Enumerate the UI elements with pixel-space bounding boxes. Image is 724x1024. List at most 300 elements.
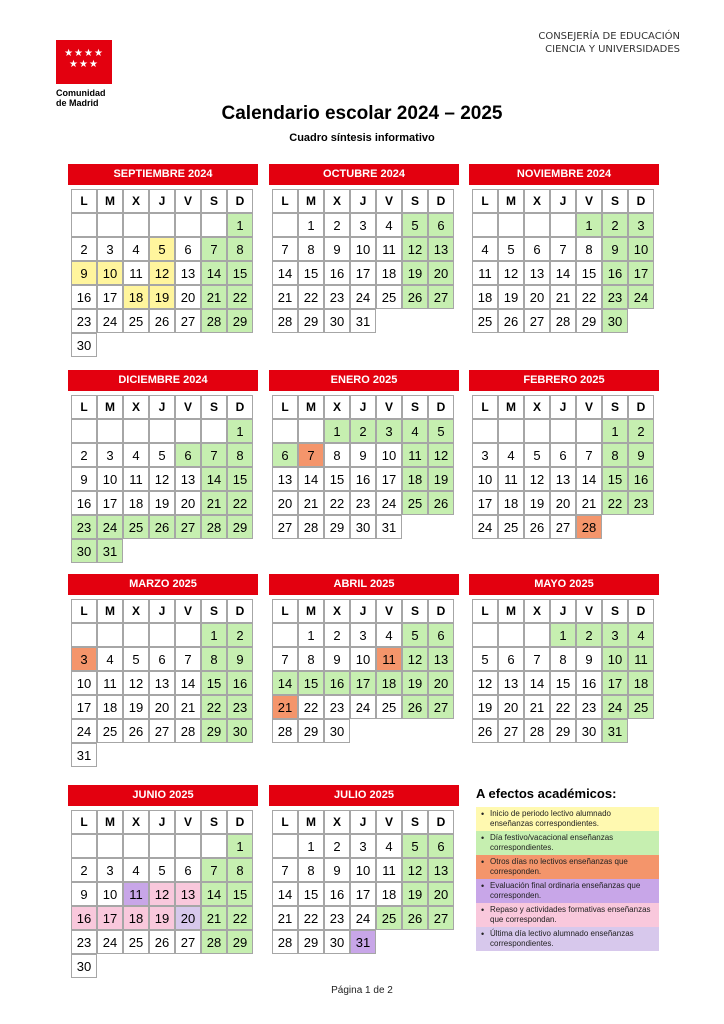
month-title: NOVIEMBRE 2024 [469, 164, 659, 185]
day-cell: 4 [123, 237, 149, 261]
weekday-header: D [227, 599, 253, 623]
day-cell: 18 [97, 695, 123, 719]
day-cell: 25 [376, 285, 402, 309]
day-cell: 12 [149, 261, 175, 285]
day-cell: 30 [227, 719, 253, 743]
day-cell: 21 [175, 695, 201, 719]
empty-day-cell [97, 623, 123, 647]
weekday-header: J [550, 189, 576, 213]
weekday-header: V [576, 395, 602, 419]
day-cell: 24 [376, 491, 402, 515]
day-cell: 6 [550, 443, 576, 467]
weekday-header: X [324, 189, 350, 213]
day-cell: 19 [149, 491, 175, 515]
day-cell: 26 [149, 930, 175, 954]
month-calendar [269, 164, 459, 333]
day-cell: 4 [123, 858, 149, 882]
day-cell: 5 [149, 237, 175, 261]
day-cell: 13 [175, 882, 201, 906]
day-cell: 24 [97, 309, 123, 333]
day-cell: 28 [201, 930, 227, 954]
page-title: Calendario escolar 2024 – 2025 [221, 103, 503, 124]
month-day-grid [272, 810, 454, 954]
day-cell: 23 [628, 491, 654, 515]
day-cell: 10 [472, 467, 498, 491]
day-cell: 28 [201, 515, 227, 539]
weekday-header: J [350, 810, 376, 834]
empty-day-cell [149, 419, 175, 443]
day-cell: 3 [350, 213, 376, 237]
day-cell: 19 [402, 882, 428, 906]
month-day-grid [71, 189, 253, 357]
day-cell: 9 [71, 467, 97, 491]
month-calendar [269, 785, 459, 954]
day-cell: 1 [298, 623, 324, 647]
empty-day-cell [201, 419, 227, 443]
weekday-header: V [576, 189, 602, 213]
weekday-header: S [201, 810, 227, 834]
weekday-header: L [472, 189, 498, 213]
month-title: JUNIO 2025 [68, 785, 258, 806]
month-title: ABRIL 2025 [269, 574, 459, 595]
day-cell: 11 [376, 647, 402, 671]
day-cell: 16 [71, 285, 97, 309]
day-cell: 16 [324, 882, 350, 906]
weekday-header: S [201, 599, 227, 623]
day-cell: 10 [97, 882, 123, 906]
weekday-header: X [524, 599, 550, 623]
day-cell: 24 [71, 719, 97, 743]
day-cell: 20 [175, 906, 201, 930]
weekday-header: L [272, 395, 298, 419]
page-subtitle: Cuadro síntesis informativo [289, 132, 435, 144]
day-cell: 3 [97, 237, 123, 261]
empty-day-cell [149, 623, 175, 647]
day-cell: 9 [71, 882, 97, 906]
day-cell: 13 [498, 671, 524, 695]
day-cell: 25 [123, 515, 149, 539]
day-cell: 13 [175, 467, 201, 491]
weekday-header: V [376, 189, 402, 213]
day-cell: 10 [97, 261, 123, 285]
day-cell: 23 [227, 695, 253, 719]
day-cell: 13 [272, 467, 298, 491]
day-cell: 3 [628, 213, 654, 237]
day-cell: 15 [602, 467, 628, 491]
day-cell: 13 [428, 647, 454, 671]
day-cell: 2 [628, 419, 654, 443]
day-cell: 25 [123, 309, 149, 333]
day-cell: 17 [350, 671, 376, 695]
day-cell: 12 [402, 237, 428, 261]
day-cell: 5 [149, 858, 175, 882]
day-cell: 19 [498, 285, 524, 309]
day-cell: 16 [324, 261, 350, 285]
empty-day-cell [123, 834, 149, 858]
day-cell: 12 [149, 467, 175, 491]
month-title: OCTUBRE 2024 [269, 164, 459, 185]
day-cell: 13 [149, 671, 175, 695]
weekday-header: V [376, 395, 402, 419]
day-cell: 12 [123, 671, 149, 695]
day-cell: 15 [298, 671, 324, 695]
month-day-grid [71, 599, 253, 767]
empty-day-cell [97, 419, 123, 443]
day-cell: 23 [71, 515, 97, 539]
day-cell: 10 [350, 647, 376, 671]
legend-item: • Día festivo/vacacional enseñanzas correspondientes. [476, 831, 659, 855]
day-cell: 8 [227, 237, 253, 261]
empty-day-cell [201, 834, 227, 858]
empty-day-cell [71, 834, 97, 858]
department-line-2: CIENCIA Y UNIVERSIDADES [545, 44, 680, 55]
day-cell: 20 [175, 285, 201, 309]
day-cell: 28 [298, 515, 324, 539]
day-cell: 15 [298, 882, 324, 906]
day-cell: 6 [175, 443, 201, 467]
weekday-header: L [272, 189, 298, 213]
day-cell: 12 [402, 858, 428, 882]
day-cell: 30 [71, 539, 97, 563]
day-cell: 30 [71, 954, 97, 978]
empty-day-cell [175, 834, 201, 858]
day-cell: 9 [71, 261, 97, 285]
day-cell: 8 [227, 858, 253, 882]
day-cell: 7 [550, 237, 576, 261]
weekday-header: V [376, 810, 402, 834]
day-cell: 9 [576, 647, 602, 671]
weekday-header: V [576, 599, 602, 623]
day-cell: 17 [97, 491, 123, 515]
day-cell: 18 [376, 671, 402, 695]
day-cell: 15 [324, 467, 350, 491]
weekday-header: M [97, 810, 123, 834]
day-cell: 15 [227, 882, 253, 906]
weekday-header: D [428, 810, 454, 834]
day-cell: 19 [123, 695, 149, 719]
month-title: MAYO 2025 [469, 574, 659, 595]
day-cell: 20 [524, 285, 550, 309]
day-cell: 20 [149, 695, 175, 719]
empty-day-cell [272, 623, 298, 647]
day-cell: 4 [472, 237, 498, 261]
day-cell: 29 [227, 930, 253, 954]
weekday-header: X [324, 599, 350, 623]
day-cell: 7 [201, 858, 227, 882]
logo-stars-icon: ★★★★ ★★★ [64, 48, 104, 70]
day-cell: 24 [350, 285, 376, 309]
day-cell: 29 [227, 309, 253, 333]
day-cell: 12 [524, 467, 550, 491]
day-cell: 27 [175, 515, 201, 539]
day-cell: 7 [272, 858, 298, 882]
month-title: FEBRERO 2025 [469, 370, 659, 391]
weekday-header: V [376, 599, 402, 623]
empty-day-cell [175, 213, 201, 237]
day-cell: 4 [376, 834, 402, 858]
day-cell: 7 [524, 647, 550, 671]
day-cell: 31 [602, 719, 628, 743]
day-cell: 24 [602, 695, 628, 719]
day-cell: 4 [628, 623, 654, 647]
weekday-header: M [498, 599, 524, 623]
day-cell: 28 [272, 719, 298, 743]
day-cell: 14 [272, 261, 298, 285]
weekday-header: S [402, 810, 428, 834]
day-cell: 16 [350, 467, 376, 491]
month-day-grid [272, 395, 454, 539]
month-title: MARZO 2025 [68, 574, 258, 595]
month-day-grid [472, 395, 654, 539]
day-cell: 8 [298, 237, 324, 261]
weekday-header: S [602, 189, 628, 213]
empty-day-cell [272, 834, 298, 858]
day-cell: 14 [201, 261, 227, 285]
day-cell: 16 [71, 491, 97, 515]
weekday-header: S [602, 395, 628, 419]
weekday-header: L [71, 599, 97, 623]
day-cell: 2 [227, 623, 253, 647]
day-cell: 27 [498, 719, 524, 743]
day-cell: 5 [498, 237, 524, 261]
day-cell: 19 [149, 285, 175, 309]
month-calendar [68, 164, 258, 357]
day-cell: 10 [71, 671, 97, 695]
day-cell: 30 [324, 719, 350, 743]
day-cell: 27 [175, 930, 201, 954]
day-cell: 14 [576, 467, 602, 491]
day-cell: 6 [272, 443, 298, 467]
day-cell: 27 [428, 285, 454, 309]
day-cell: 24 [350, 695, 376, 719]
day-cell: 14 [298, 467, 324, 491]
empty-day-cell [298, 419, 324, 443]
legend-item: • Inicio de periodo lectivo alumnado enseñanzas correspondientes. [476, 807, 659, 831]
weekday-header: J [350, 599, 376, 623]
month-title: JULIO 2025 [269, 785, 459, 806]
day-cell: 4 [123, 443, 149, 467]
day-cell: 1 [550, 623, 576, 647]
day-cell: 21 [201, 285, 227, 309]
day-cell: 12 [428, 443, 454, 467]
day-cell: 12 [149, 882, 175, 906]
day-cell: 27 [149, 719, 175, 743]
day-cell: 1 [298, 834, 324, 858]
day-cell: 8 [576, 237, 602, 261]
day-cell: 29 [324, 515, 350, 539]
day-cell: 21 [298, 491, 324, 515]
day-cell: 9 [602, 237, 628, 261]
weekday-header: X [324, 395, 350, 419]
day-cell: 18 [376, 882, 402, 906]
day-cell: 8 [201, 647, 227, 671]
day-cell: 17 [602, 671, 628, 695]
day-cell: 17 [376, 467, 402, 491]
empty-day-cell [201, 213, 227, 237]
day-cell: 14 [272, 671, 298, 695]
day-cell: 1 [201, 623, 227, 647]
day-cell: 17 [97, 906, 123, 930]
day-cell: 20 [498, 695, 524, 719]
page-number: Página 1 de 2 [331, 985, 393, 996]
day-cell: 23 [324, 285, 350, 309]
day-cell: 4 [402, 419, 428, 443]
day-cell: 21 [550, 285, 576, 309]
day-cell: 5 [149, 443, 175, 467]
day-cell: 30 [602, 309, 628, 333]
day-cell: 13 [428, 858, 454, 882]
day-cell: 26 [123, 719, 149, 743]
day-cell: 16 [227, 671, 253, 695]
day-cell: 3 [71, 647, 97, 671]
weekday-header: J [149, 395, 175, 419]
weekday-header: J [149, 189, 175, 213]
weekday-header: L [71, 810, 97, 834]
weekday-header: M [498, 395, 524, 419]
weekday-header: M [498, 189, 524, 213]
empty-day-cell [498, 419, 524, 443]
logo-line-1: Comunidad [56, 88, 106, 98]
empty-day-cell [97, 834, 123, 858]
day-cell: 6 [428, 834, 454, 858]
day-cell: 3 [376, 419, 402, 443]
month-calendar [68, 370, 258, 563]
day-cell: 17 [628, 261, 654, 285]
day-cell: 17 [350, 882, 376, 906]
month-title: SEPTIEMBRE 2024 [68, 164, 258, 185]
empty-day-cell [524, 623, 550, 647]
weekday-header: V [175, 599, 201, 623]
day-cell: 3 [97, 443, 123, 467]
weekday-header: M [298, 599, 324, 623]
day-cell: 22 [550, 695, 576, 719]
weekday-header: M [298, 810, 324, 834]
legend-item: • Repaso y actividades formativas enseñanzas que correspondan. [476, 903, 659, 927]
day-cell: 2 [324, 834, 350, 858]
day-cell: 26 [402, 695, 428, 719]
day-cell: 2 [71, 237, 97, 261]
day-cell: 6 [498, 647, 524, 671]
day-cell: 3 [472, 443, 498, 467]
day-cell: 6 [428, 213, 454, 237]
day-cell: 11 [376, 858, 402, 882]
logo-flag [56, 40, 112, 84]
day-cell: 8 [602, 443, 628, 467]
day-cell: 6 [524, 237, 550, 261]
day-cell: 20 [272, 491, 298, 515]
day-cell: 19 [402, 671, 428, 695]
day-cell: 7 [175, 647, 201, 671]
day-cell: 6 [428, 623, 454, 647]
month-calendar [269, 370, 459, 539]
legend [476, 786, 659, 951]
weekday-header: X [123, 599, 149, 623]
empty-day-cell [272, 213, 298, 237]
day-cell: 31 [71, 743, 97, 767]
day-cell: 28 [550, 309, 576, 333]
month-day-grid [71, 810, 253, 978]
day-cell: 13 [428, 237, 454, 261]
weekday-header: L [472, 395, 498, 419]
day-cell: 22 [201, 695, 227, 719]
day-cell: 15 [201, 671, 227, 695]
weekday-header: D [227, 810, 253, 834]
empty-day-cell [71, 213, 97, 237]
day-cell: 25 [628, 695, 654, 719]
day-cell: 3 [602, 623, 628, 647]
day-cell: 27 [428, 695, 454, 719]
empty-day-cell [149, 834, 175, 858]
day-cell: 26 [402, 906, 428, 930]
day-cell: 10 [350, 858, 376, 882]
day-cell: 5 [472, 647, 498, 671]
month-title: ENERO 2025 [269, 370, 459, 391]
weekday-header: J [550, 599, 576, 623]
day-cell: 30 [71, 333, 97, 357]
day-cell: 13 [175, 261, 201, 285]
day-cell: 21 [576, 491, 602, 515]
empty-day-cell [97, 213, 123, 237]
month-day-grid [272, 599, 454, 743]
day-cell: 11 [498, 467, 524, 491]
day-cell: 1 [602, 419, 628, 443]
empty-day-cell [71, 419, 97, 443]
month-day-grid [472, 599, 654, 743]
day-cell: 10 [97, 467, 123, 491]
day-cell: 17 [97, 285, 123, 309]
day-cell: 5 [402, 623, 428, 647]
day-cell: 1 [324, 419, 350, 443]
day-cell: 8 [227, 443, 253, 467]
day-cell: 9 [324, 237, 350, 261]
day-cell: 23 [602, 285, 628, 309]
weekday-header: J [350, 189, 376, 213]
empty-day-cell [498, 213, 524, 237]
weekday-header: V [175, 189, 201, 213]
day-cell: 28 [175, 719, 201, 743]
day-cell: 14 [272, 882, 298, 906]
day-cell: 22 [602, 491, 628, 515]
month-day-grid [472, 189, 654, 333]
day-cell: 29 [298, 309, 324, 333]
empty-day-cell [524, 419, 550, 443]
day-cell: 19 [472, 695, 498, 719]
empty-day-cell [498, 623, 524, 647]
day-cell: 20 [550, 491, 576, 515]
empty-day-cell [472, 419, 498, 443]
day-cell: 26 [472, 719, 498, 743]
day-cell: 26 [498, 309, 524, 333]
weekday-header: L [272, 599, 298, 623]
department-header [538, 30, 680, 56]
day-cell: 26 [149, 309, 175, 333]
day-cell: 5 [402, 213, 428, 237]
day-cell: 22 [324, 491, 350, 515]
legend-item: • Evaluación final ordinaria enseñanzas que corresponden. [476, 879, 659, 903]
empty-day-cell [123, 623, 149, 647]
day-cell: 11 [402, 443, 428, 467]
day-cell: 26 [428, 491, 454, 515]
day-cell: 8 [298, 647, 324, 671]
day-cell: 30 [350, 515, 376, 539]
weekday-header: D [428, 189, 454, 213]
day-cell: 22 [227, 906, 253, 930]
legend-item: • Otros días no lectivos enseñanzas que corresponden. [476, 855, 659, 879]
day-cell: 15 [227, 467, 253, 491]
day-cell: 7 [576, 443, 602, 467]
day-cell: 27 [550, 515, 576, 539]
day-cell: 31 [376, 515, 402, 539]
